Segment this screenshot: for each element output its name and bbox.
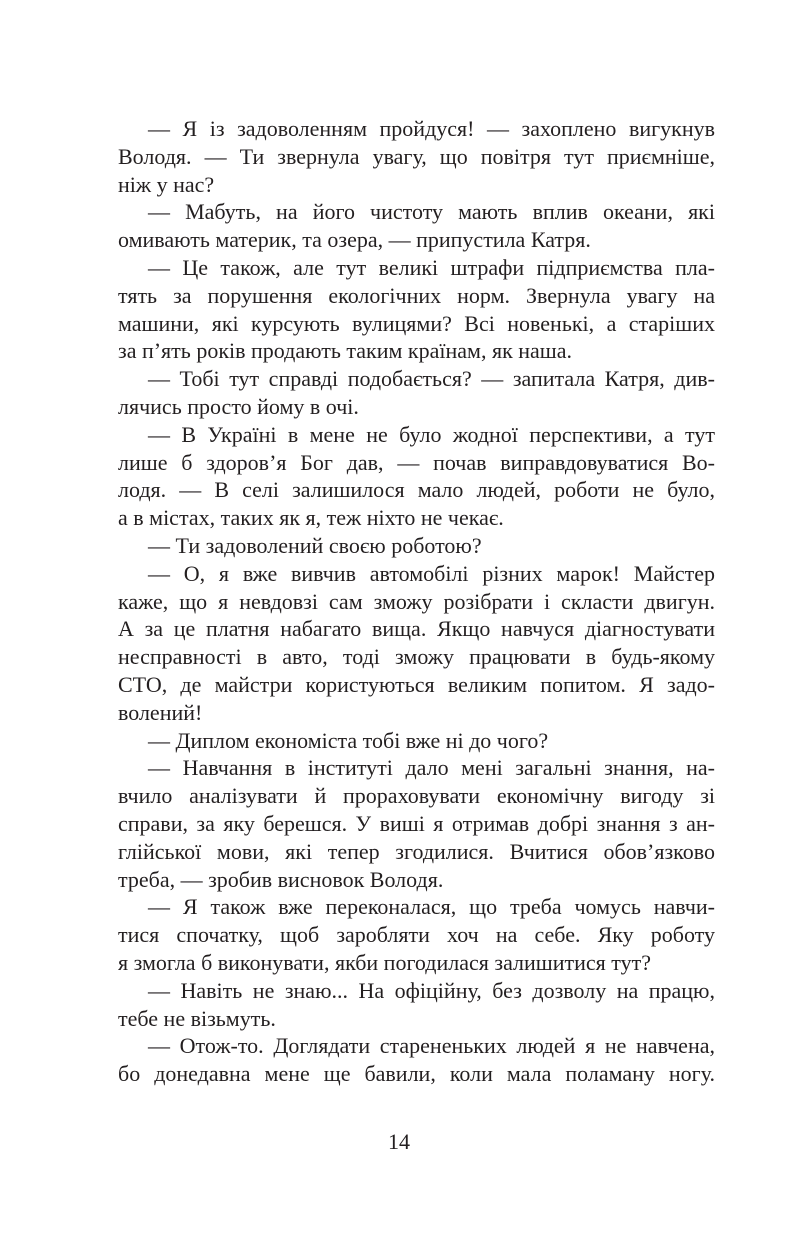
text-line: — Я із задоволенням пройдуся! — захоплено вигукнув (148, 116, 715, 141)
text-line: треба, — зробив висновок Володя. (118, 866, 444, 892)
text-line: тебе не візьмуть. (118, 1005, 276, 1031)
body-text (118, 115, 715, 1088)
text-line: омивають материк, та озера, — припустила Катря. (118, 227, 591, 253)
text-line: — Отож-то. Доглядати старененьких людей я не навчена, (148, 1033, 715, 1059)
text-line: — Тобі тут справді подобається? — запитала Катря, див- (148, 366, 715, 392)
text-line: лише б здоров’я Бог дав, — почав виправдовуватися Во- (118, 449, 715, 475)
text-line: — О, я вже вивчив автомобілі різних марок! Майстер (148, 560, 715, 586)
text-line: за п’ять років продають таким країнам, як наша. (118, 338, 573, 364)
text-line: — Навіть не знаю... На офіційну, без дозволу на працю, (148, 977, 715, 1003)
page-number: 14 (388, 1129, 410, 1154)
text-line: СТО, де майстри користуються великим попитом. Я задо- (118, 671, 715, 697)
text-line: а в містах, таких як я, теж ніхто не чекає. (118, 505, 504, 531)
text-line: — Диплом економіста тобі вже ні до чого? (148, 727, 549, 753)
text-line: А за це платня набагато вища. Якщо навчуся діагностувати (118, 616, 715, 642)
text-line: — Це також, але тут великі штрафи підприємства пла- (148, 254, 715, 280)
text-line: глійської мови, які тепер згодилися. Вчитися обов’язково (118, 838, 715, 864)
text-line: ніж у нас? (118, 171, 215, 197)
text-line: — Ти задоволений своєю роботою? (148, 532, 482, 558)
text-line: — Навчання в інституті дало мені загальні знання, на- (148, 755, 715, 781)
text-line: — Я також вже переконалася, що треба чомусь навчи- (148, 894, 715, 920)
text-line: машини, які курсують вулицями? Всі новенькі, а старіших (118, 310, 715, 336)
text-line: вчило аналізувати й прораховувати економічну вигоду зі (118, 783, 715, 809)
text-line: — Мабуть, на його чистоту мають вплив океани, які (148, 199, 715, 225)
text-line: волений! (118, 699, 203, 725)
text-line: каже, що я невдовзі сам зможу розібрати і скласти двигун. (118, 588, 715, 614)
text-line: бо донедавна мене ще бавили, коли мала поламану ногу. (118, 1061, 715, 1087)
text-line: Володя. — Ти звернула увагу, що повітря тут приємніше, (118, 143, 715, 169)
text-line: несправності в авто, тоді зможу працювати в будь-якому (118, 644, 715, 670)
text-line: тися спочатку, щоб заробляти хоч на себе. Яку роботу (118, 922, 715, 948)
text-line: лодя. — В селі залишилося мало людей, роботи не було, (118, 477, 715, 503)
text-line: тять за порушення екологічних норм. Звернула увагу на (118, 282, 715, 308)
text-line: справи, за яку берешся. У виші я отримав добрі знання з ан- (118, 810, 715, 836)
text-line: я змогла б виконувати, якби погодилася залишитися тут? (118, 949, 651, 975)
text-line: лячись просто йому в очі. (118, 393, 359, 419)
text-line: — В Україні в мене не було жодної перспективи, а тут (148, 421, 715, 447)
